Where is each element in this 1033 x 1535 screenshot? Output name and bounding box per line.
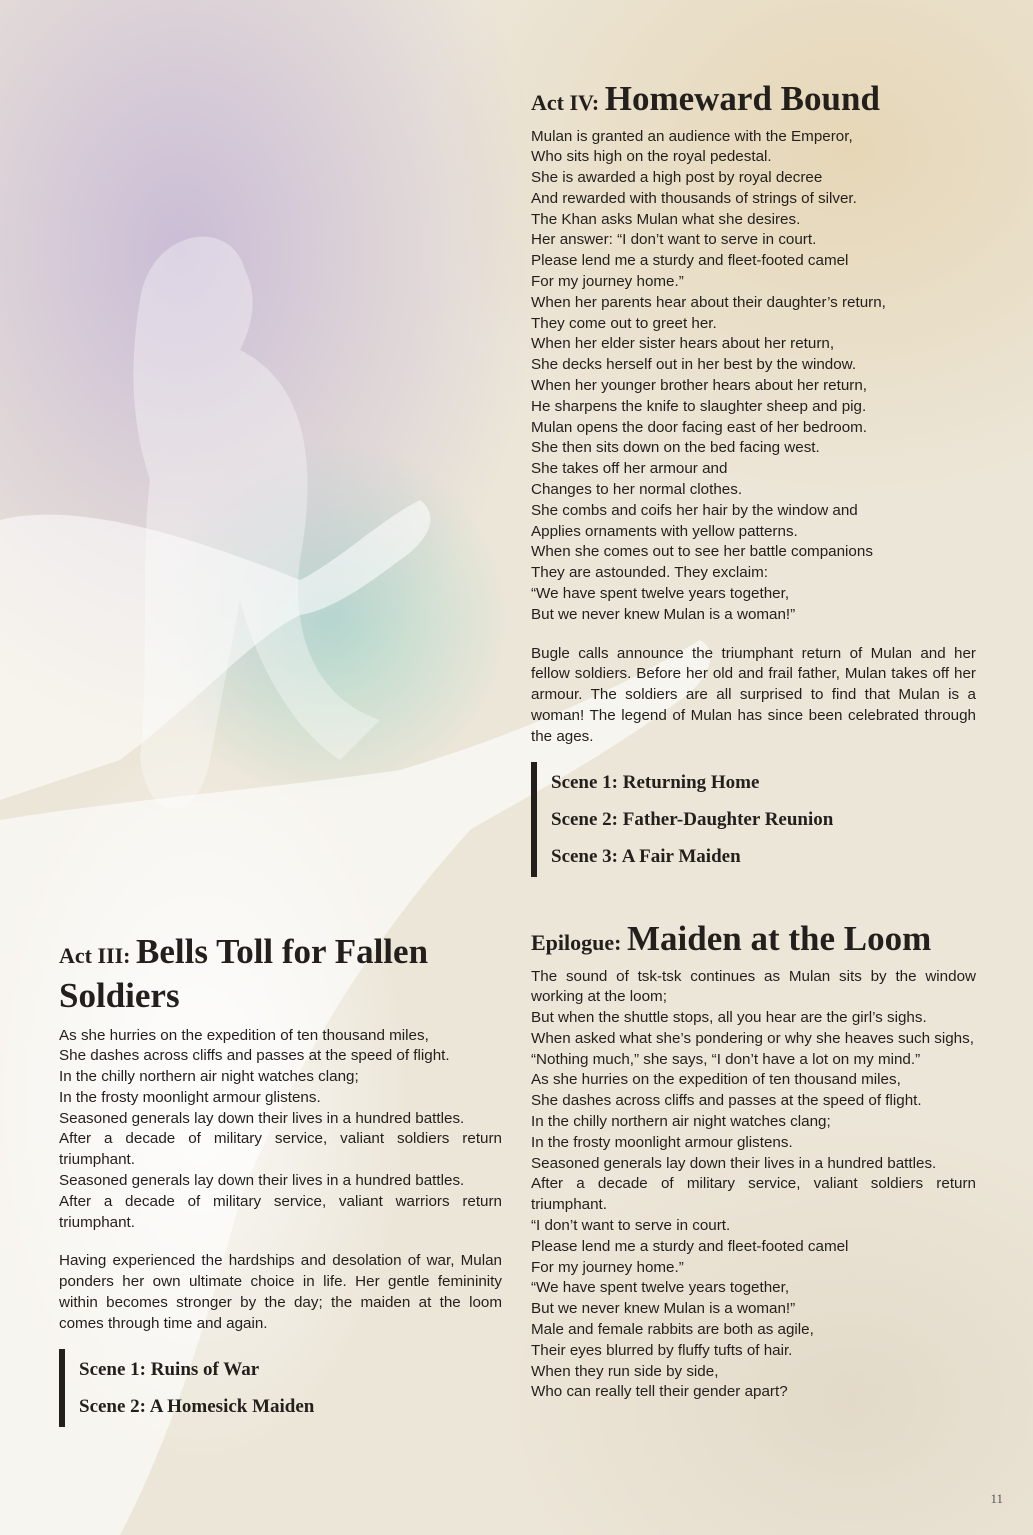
- verse-line: Please lend me a sturdy and fleet-footed camel: [531, 1237, 849, 1255]
- verse-line: She combs and coifs her hair by the window and: [531, 501, 858, 519]
- act-iv-heading: [531, 80, 976, 119]
- verse-line: For my journey home.”: [531, 273, 684, 291]
- act-iii-verse: [59, 1026, 502, 1234]
- verse-line: “I don’t want to serve in court.: [531, 1217, 731, 1235]
- verse-line: Seasoned generals lay down their lives in a hundred battles.: [531, 1154, 937, 1172]
- verse-line: When she comes out to see her battle companions: [531, 543, 873, 561]
- verse-line: In the frosty moonlight armour glistens.: [531, 1133, 793, 1151]
- verse-line: When her younger brother hears about her return,: [531, 377, 868, 395]
- verse-line: Applies ornaments with yellow patterns.: [531, 522, 798, 540]
- verse-line: When her parents hear about their daughter’s return,: [531, 293, 886, 311]
- act-iii-prefix: Act III:: [59, 943, 136, 968]
- verse-line: After a decade of military service, valiant soldiers return triumphant.: [59, 1130, 502, 1169]
- scene-title: Scene 2: A Homesick Maiden: [79, 1395, 315, 1417]
- verse-line: After a decade of military service, valiant soldiers return triumphant.: [531, 1175, 976, 1214]
- verse-line: She dashes across cliffs and passes at the speed of flight.: [59, 1047, 450, 1065]
- verse-line: She is awarded a high post by royal decree: [531, 169, 823, 187]
- verse-line: Seasoned generals lay down their lives in a hundred battles.: [59, 1109, 465, 1127]
- verse-line: They come out to greet her.: [531, 314, 717, 332]
- verse-line: Seasoned generals lay down their lives in a hundred battles.: [59, 1172, 465, 1190]
- verse-line: But we never knew Mulan is a woman!”: [531, 1300, 796, 1318]
- verse-line: Mulan opens the door facing east of her bedroom.: [531, 418, 868, 436]
- verse-line: Changes to her normal clothes.: [531, 481, 743, 499]
- verse-line: After a decade of military service, valiant warriors return triumphant.: [59, 1192, 502, 1231]
- verse-line: They are astounded. They exclaim:: [531, 564, 768, 582]
- verse-line: She decks herself out in her best by the window.: [531, 356, 857, 374]
- verse-line: In the chilly northern air night watches clang;: [59, 1068, 359, 1086]
- scene-title: Scene 1: Ruins of War: [79, 1358, 260, 1380]
- verse-line: And rewarded with thousands of strings of silver.: [531, 189, 857, 207]
- act-iii-heading: [59, 930, 502, 1018]
- verse-line: For my journey home.”: [531, 1258, 684, 1276]
- verse-line: “We have spent twelve years together,: [531, 1279, 790, 1297]
- verse-line: She dashes across cliffs and passes at the speed of flight.: [531, 1092, 922, 1110]
- verse-line: In the chilly northern air night watches clang;: [531, 1113, 831, 1131]
- verse-line: Mulan is granted an audience with the Emperor,: [531, 127, 853, 145]
- verse-line: The Khan asks Mulan what she desires.: [531, 210, 801, 228]
- verse-line: The sound of tsk-tsk continues as Mulan sits by the window working at the loom;: [531, 967, 976, 1006]
- epilogue-heading: [531, 920, 976, 959]
- verse-line: “We have spent twelve years together,: [531, 585, 790, 603]
- verse-line: Their eyes blurred by fluffy tufts of hair.: [531, 1341, 793, 1359]
- verse-line: She takes off her armour and: [531, 460, 728, 478]
- act-iv-prefix: Act IV:: [531, 90, 605, 115]
- scene-title: Scene 2: Father-Daughter Reunion: [551, 808, 834, 830]
- verse-line: When they run side by side,: [531, 1362, 719, 1380]
- verse-line: He sharpens the knife to slaughter sheep and pig.: [531, 397, 867, 415]
- verse-line: Her answer: “I don’t want to serve in court.: [531, 231, 817, 249]
- verse-line: When asked what she’s pondering or why she heaves such sighs,: [531, 1029, 974, 1047]
- act-iii-section: [59, 930, 502, 1427]
- verse-line: In the frosty moonlight armour glistens.: [59, 1088, 321, 1106]
- scene-title: Scene 3: A Fair Maiden: [551, 845, 741, 867]
- act-iv-scene-list: [531, 762, 976, 877]
- epilogue-prefix: Epilogue:: [531, 930, 627, 955]
- verse-line: Who can really tell their gender apart?: [531, 1383, 788, 1401]
- act-iv-section: [531, 80, 976, 877]
- verse-line: “Nothing much,” she says, “I don’t have a lot on my mind.”: [531, 1050, 921, 1068]
- verse-line: As she hurries on the expedition of ten thousand miles,: [531, 1071, 901, 1089]
- verse-line: She then sits down on the bed facing west.: [531, 439, 820, 457]
- epilogue-verse: [531, 967, 976, 1404]
- verse-line: Please lend me a sturdy and fleet-footed camel: [531, 252, 849, 270]
- act-iii-summary: Having experienced the hardships and desolation of war, Mulan ponders her own ultimate choice in life. Her gentle femininity within becomes stronger by the day; the maiden at the loom comes through time and again.: [59, 1252, 502, 1332]
- act-iii-title: Bells Toll for Fallen Soldiers: [59, 932, 429, 1015]
- page-number: 11: [990, 1491, 1003, 1506]
- epilogue-title: Maiden at the Loom: [626, 919, 932, 958]
- act-iv-verse: [531, 127, 976, 626]
- act-iv-title: Homeward Bound: [604, 79, 880, 118]
- epilogue-section: [531, 920, 976, 1403]
- verse-line: Male and female rabbits are both as agile,: [531, 1321, 814, 1339]
- verse-line: Who sits high on the royal pedestal.: [531, 148, 772, 166]
- verse-line: But we never knew Mulan is a woman!”: [531, 605, 796, 623]
- act-iii-scene-list: [59, 1349, 502, 1427]
- scene-title: Scene 1: Returning Home: [551, 771, 760, 793]
- verse-line: As she hurries on the expedition of ten thousand miles,: [59, 1026, 429, 1044]
- verse-line: When her elder sister hears about her return,: [531, 335, 835, 353]
- verse-line: But when the shuttle stops, all you hear are the girl’s sighs.: [531, 1009, 927, 1027]
- act-iv-summary: Bugle calls announce the triumphant return of Mulan and her fellow soldiers. Before her old and frail father, Mulan takes off her armour. The soldiers are all surprised to find that Mulan is a woman! The legend of Mulan has since been celebrated through the ages.: [531, 644, 976, 745]
